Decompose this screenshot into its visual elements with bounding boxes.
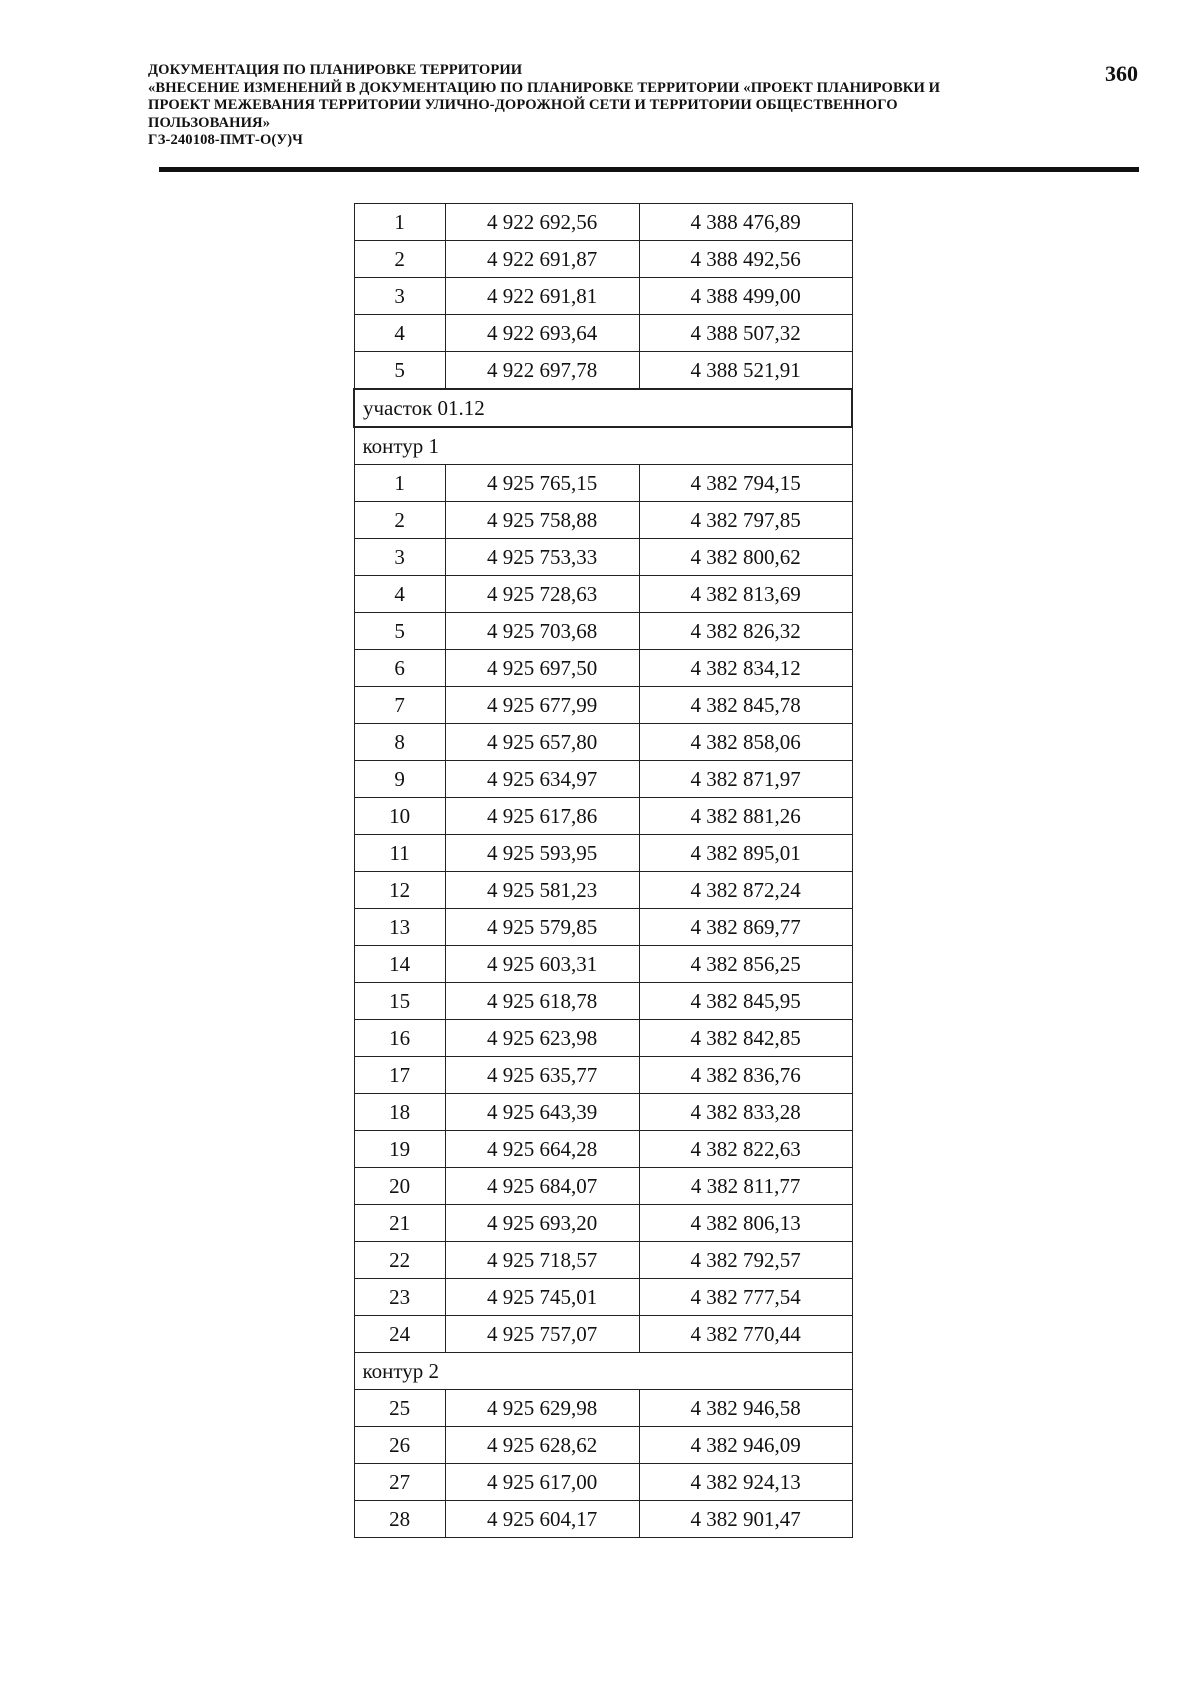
x-coordinate-cell: 4 925 635,77	[445, 1057, 639, 1094]
table-row	[354, 315, 852, 352]
table-row	[354, 835, 852, 872]
x-coordinate-cell: 4 925 623,98	[445, 1020, 639, 1057]
y-coordinate-cell: 4 382 871,97	[639, 761, 852, 798]
x-coordinate-cell: 4 925 745,01	[445, 1279, 639, 1316]
y-coordinate-cell: 4 382 895,01	[639, 835, 852, 872]
x-coordinate-cell: 4 925 703,68	[445, 613, 639, 650]
table-row	[354, 204, 852, 241]
header-title-line-1: ДОКУМЕНТАЦИЯ ПО ПЛАНИРОВКЕ ТЕРРИТОРИИ	[148, 62, 523, 78]
y-coordinate-cell: 4 388 499,00	[639, 278, 852, 315]
point-number-cell: 27	[354, 1464, 445, 1501]
table-row	[354, 724, 852, 761]
y-coordinate-cell: 4 388 476,89	[639, 204, 852, 241]
x-coordinate-cell: 4 925 757,07	[445, 1316, 639, 1353]
document-header	[148, 62, 1048, 150]
section-row	[354, 389, 852, 427]
point-number-cell: 11	[354, 835, 445, 872]
table-row	[354, 465, 852, 502]
point-number-cell: 20	[354, 1168, 445, 1205]
y-coordinate-cell: 4 382 834,12	[639, 650, 852, 687]
x-coordinate-cell: 4 925 629,98	[445, 1390, 639, 1427]
table-row	[354, 278, 852, 315]
table-row	[354, 1057, 852, 1094]
point-number-cell: 17	[354, 1057, 445, 1094]
table-row	[354, 1501, 852, 1538]
y-coordinate-cell: 4 382 845,78	[639, 687, 852, 724]
x-coordinate-cell: 4 922 691,87	[445, 241, 639, 278]
point-number-cell: 1	[354, 465, 445, 502]
y-coordinate-cell: 4 382 924,13	[639, 1464, 852, 1501]
x-coordinate-cell: 4 925 684,07	[445, 1168, 639, 1205]
y-coordinate-cell: 4 382 797,85	[639, 502, 852, 539]
point-number-cell: 15	[354, 983, 445, 1020]
x-coordinate-cell: 4 925 697,50	[445, 650, 639, 687]
table-row	[354, 1094, 852, 1131]
table-row	[354, 1279, 852, 1316]
y-coordinate-cell: 4 382 794,15	[639, 465, 852, 502]
point-number-cell: 3	[354, 539, 445, 576]
y-coordinate-cell: 4 382 872,24	[639, 872, 852, 909]
table-row	[354, 1205, 852, 1242]
point-number-cell: 4	[354, 576, 445, 613]
table-row	[354, 946, 852, 983]
point-number-cell: 22	[354, 1242, 445, 1279]
y-coordinate-cell: 4 382 856,25	[639, 946, 852, 983]
x-coordinate-cell: 4 925 765,15	[445, 465, 639, 502]
coordinates-table-body	[354, 204, 852, 1538]
point-number-cell: 2	[354, 502, 445, 539]
table-row	[354, 1427, 852, 1464]
section-row	[354, 1353, 852, 1390]
point-number-cell: 19	[354, 1131, 445, 1168]
y-coordinate-cell: 4 382 806,13	[639, 1205, 852, 1242]
table-row	[354, 687, 852, 724]
x-coordinate-cell: 4 925 664,28	[445, 1131, 639, 1168]
table-row	[354, 1168, 852, 1205]
header-divider	[159, 167, 1139, 172]
y-coordinate-cell: 4 382 946,58	[639, 1390, 852, 1427]
x-coordinate-cell: 4 925 643,39	[445, 1094, 639, 1131]
x-coordinate-cell: 4 925 618,78	[445, 983, 639, 1020]
y-coordinate-cell: 4 382 770,44	[639, 1316, 852, 1353]
x-coordinate-cell: 4 922 693,64	[445, 315, 639, 352]
table-row	[354, 1390, 852, 1427]
header-title-line-3: ПРОЕКТ МЕЖЕВАНИЯ ТЕРРИТОРИИ УЛИЧНО-ДОРОЖНОЙ СЕТИ И ТЕРРИТОРИИ ОБЩЕСТВЕННОГО	[148, 97, 898, 113]
table-row	[354, 1020, 852, 1057]
point-number-cell: 12	[354, 872, 445, 909]
x-coordinate-cell: 4 925 677,99	[445, 687, 639, 724]
x-coordinate-cell: 4 925 634,97	[445, 761, 639, 798]
table-row	[354, 613, 852, 650]
y-coordinate-cell: 4 382 869,77	[639, 909, 852, 946]
y-coordinate-cell: 4 382 842,85	[639, 1020, 852, 1057]
section-label: участок 01.12	[354, 389, 852, 427]
y-coordinate-cell: 4 388 521,91	[639, 352, 852, 390]
y-coordinate-cell: 4 388 492,56	[639, 241, 852, 278]
table-row	[354, 539, 852, 576]
point-number-cell: 28	[354, 1501, 445, 1538]
point-number-cell: 4	[354, 315, 445, 352]
point-number-cell: 23	[354, 1279, 445, 1316]
table-row	[354, 909, 852, 946]
x-coordinate-cell: 4 925 604,17	[445, 1501, 639, 1538]
table-row	[354, 1242, 852, 1279]
y-coordinate-cell: 4 382 858,06	[639, 724, 852, 761]
point-number-cell: 21	[354, 1205, 445, 1242]
page-number: 360	[1105, 61, 1138, 86]
document-code: ГЗ-240108-ПМТ-О(У)Ч	[148, 132, 303, 148]
point-number-cell: 7	[354, 687, 445, 724]
x-coordinate-cell: 4 922 692,56	[445, 204, 639, 241]
x-coordinate-cell: 4 925 718,57	[445, 1242, 639, 1279]
x-coordinate-cell: 4 925 657,80	[445, 724, 639, 761]
point-number-cell: 3	[354, 278, 445, 315]
point-number-cell: 16	[354, 1020, 445, 1057]
table-row	[354, 983, 852, 1020]
y-coordinate-cell: 4 382 822,63	[639, 1131, 852, 1168]
y-coordinate-cell: 4 382 813,69	[639, 576, 852, 613]
y-coordinate-cell: 4 388 507,32	[639, 315, 852, 352]
y-coordinate-cell: 4 382 833,28	[639, 1094, 852, 1131]
x-coordinate-cell: 4 925 753,33	[445, 539, 639, 576]
y-coordinate-cell: 4 382 826,32	[639, 613, 852, 650]
y-coordinate-cell: 4 382 901,47	[639, 1501, 852, 1538]
x-coordinate-cell: 4 922 697,78	[445, 352, 639, 390]
point-number-cell: 6	[354, 650, 445, 687]
y-coordinate-cell: 4 382 800,62	[639, 539, 852, 576]
point-number-cell: 1	[354, 204, 445, 241]
x-coordinate-cell: 4 925 628,62	[445, 1427, 639, 1464]
point-number-cell: 18	[354, 1094, 445, 1131]
table-row	[354, 761, 852, 798]
y-coordinate-cell: 4 382 792,57	[639, 1242, 852, 1279]
y-coordinate-cell: 4 382 845,95	[639, 983, 852, 1020]
x-coordinate-cell: 4 925 758,88	[445, 502, 639, 539]
x-coordinate-cell: 4 925 693,20	[445, 1205, 639, 1242]
point-number-cell: 13	[354, 909, 445, 946]
table-row	[354, 502, 852, 539]
section-label: контур 2	[354, 1353, 852, 1390]
point-number-cell: 14	[354, 946, 445, 983]
y-coordinate-cell: 4 382 777,54	[639, 1279, 852, 1316]
table-row	[354, 798, 852, 835]
x-coordinate-cell: 4 925 581,23	[445, 872, 639, 909]
point-number-cell: 26	[354, 1427, 445, 1464]
x-coordinate-cell: 4 925 728,63	[445, 576, 639, 613]
point-number-cell: 9	[354, 761, 445, 798]
x-coordinate-cell: 4 925 617,86	[445, 798, 639, 835]
table-row	[354, 576, 852, 613]
table-row	[354, 1316, 852, 1353]
x-coordinate-cell: 4 925 579,85	[445, 909, 639, 946]
x-coordinate-cell: 4 925 603,31	[445, 946, 639, 983]
table-row	[354, 352, 852, 390]
header-title-line-4: ПОЛЬЗОВАНИЯ»	[148, 114, 271, 131]
table-row	[354, 872, 852, 909]
y-coordinate-cell: 4 382 836,76	[639, 1057, 852, 1094]
table-row	[354, 1464, 852, 1501]
y-coordinate-cell: 4 382 946,09	[639, 1427, 852, 1464]
point-number-cell: 5	[354, 352, 445, 390]
x-coordinate-cell: 4 922 691,81	[445, 278, 639, 315]
y-coordinate-cell: 4 382 881,26	[639, 798, 852, 835]
y-coordinate-cell: 4 382 811,77	[639, 1168, 852, 1205]
point-number-cell: 25	[354, 1390, 445, 1427]
header-title-line-2: «ВНЕСЕНИЕ ИЗМЕНЕНИЙ В ДОКУМЕНТАЦИЮ ПО ПЛАНИРОВКЕ ТЕРРИТОРИИ «ПРОЕКТ ПЛАНИРОВКИ И	[148, 79, 941, 96]
coordinates-table	[353, 203, 853, 1538]
table-row	[354, 1131, 852, 1168]
x-coordinate-cell: 4 925 617,00	[445, 1464, 639, 1501]
table-row	[354, 650, 852, 687]
section-row	[354, 427, 852, 465]
point-number-cell: 8	[354, 724, 445, 761]
section-label: контур 1	[354, 427, 852, 465]
x-coordinate-cell: 4 925 593,95	[445, 835, 639, 872]
point-number-cell: 10	[354, 798, 445, 835]
point-number-cell: 5	[354, 613, 445, 650]
table-row	[354, 241, 852, 278]
point-number-cell: 2	[354, 241, 445, 278]
point-number-cell: 24	[354, 1316, 445, 1353]
